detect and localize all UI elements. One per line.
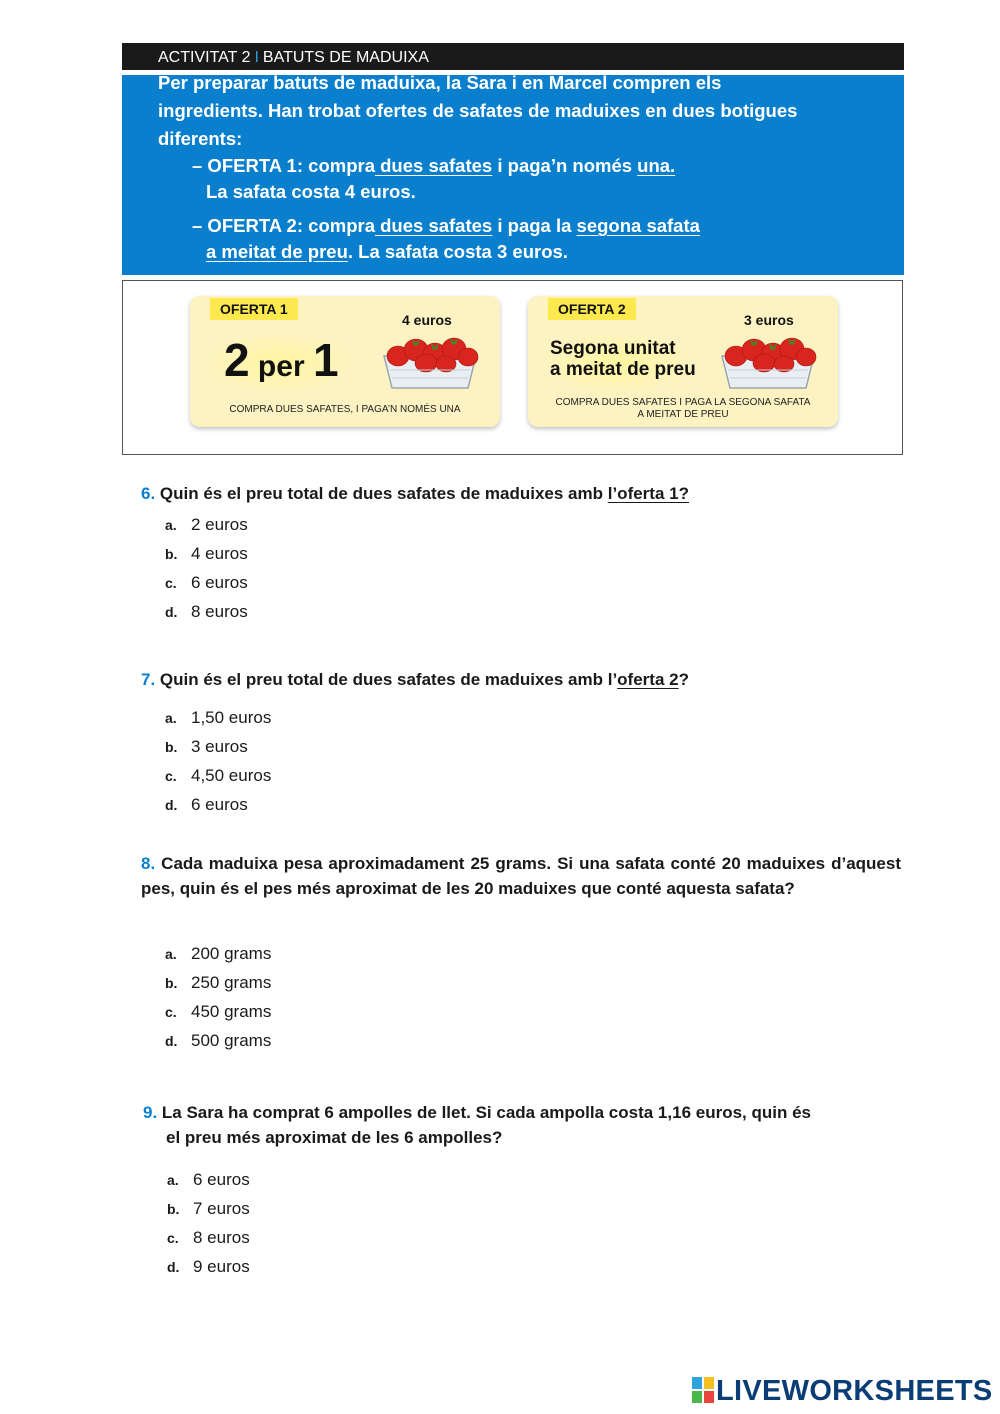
question-6-options <box>165 514 248 630</box>
option-9a[interactable] <box>167 1169 250 1198</box>
offer-1-underline-1: dues safates <box>374 155 493 176</box>
intro-line-3: diferents: <box>158 128 243 149</box>
intro-line-1: Per preparar batuts de maduixa, la Sara i en Marcel compren els <box>158 75 722 93</box>
offer-1-fine-print: COMPRA DUES SAFATES, I PAGA’N NOMÉS UNA <box>229 404 461 415</box>
option-text: 6 euros <box>191 795 248 814</box>
question-6-number: 6. <box>141 484 156 503</box>
option-6c[interactable] <box>165 572 248 601</box>
option-letter: c. <box>165 1004 177 1020</box>
offer-2-underline-3: a meitat de preu <box>206 241 348 262</box>
brand-wordmark: LIVEWORKSHEETS <box>716 1375 993 1407</box>
option-letter: c. <box>167 1230 179 1246</box>
offer-2-mid: i paga la <box>492 215 577 236</box>
offer-2-headline-line-2: a meitat de preu <box>550 359 696 380</box>
header-separator: I <box>254 49 259 66</box>
offer-2-tag: OFERTA 2 <box>548 298 636 320</box>
offer-1-headline-num2: 1 <box>312 334 339 386</box>
offer-1-pre: – OFERTA 1: compra <box>192 155 375 176</box>
intro-line-2: ingredients. Han trobat ofertes de safates de maduixes en dues botigues <box>158 100 798 121</box>
question-9-text-line-1: La Sara ha comprat 6 ampolles de llet. Si cada ampolla costa 1,16 euros, quin és <box>157 1103 811 1122</box>
option-8d[interactable] <box>165 1030 271 1059</box>
question-6-underlined: l’oferta 1? <box>607 484 689 503</box>
question-7-text: Quin és el preu total de dues safates de maduixes amb l’ <box>155 670 618 689</box>
offer-2-pre: – OFERTA 2: compra <box>192 215 375 236</box>
option-letter: d. <box>165 1033 178 1049</box>
liveworksheets-logo-icon <box>692 1377 714 1403</box>
option-letter: a. <box>165 710 177 726</box>
option-letter: a. <box>165 946 177 962</box>
option-text: 8 euros <box>191 602 248 621</box>
offer-2-card <box>528 296 838 427</box>
option-text: 1,50 euros <box>191 708 272 727</box>
question-7-after: ? <box>678 670 689 689</box>
question-9-number: 9. <box>143 1103 158 1122</box>
offer-1-description <box>192 153 675 205</box>
option-letter: d. <box>167 1259 180 1275</box>
option-letter: a. <box>167 1172 179 1188</box>
offer-1-card <box>190 296 500 427</box>
activity-number: ACTIVITAT 2 <box>158 49 251 66</box>
option-text: 200 grams <box>191 944 272 963</box>
option-letter: b. <box>165 546 178 562</box>
option-text: 6 euros <box>193 1170 250 1189</box>
intro-text <box>158 75 878 153</box>
option-letter: b. <box>165 739 178 755</box>
question-8-number: 8. <box>141 854 156 873</box>
option-text: 8 euros <box>193 1228 250 1247</box>
option-6a[interactable] <box>165 514 248 543</box>
question-7 <box>141 668 901 693</box>
option-letter: d. <box>165 797 178 813</box>
option-text: 450 grams <box>191 1002 272 1021</box>
offer-1-headline-word: per <box>249 350 313 383</box>
option-9c[interactable] <box>167 1227 250 1256</box>
offer-1-headline-num1: 2 <box>224 334 250 386</box>
option-letter: a. <box>165 517 177 533</box>
option-8a[interactable] <box>165 943 271 972</box>
offer-1-line-2: La safata costa 4 euros. <box>206 181 416 202</box>
question-9 <box>143 1101 903 1150</box>
option-9d[interactable] <box>167 1256 250 1285</box>
option-text: 3 euros <box>191 737 248 756</box>
offer-1-underline-2: una. <box>637 155 676 176</box>
strawberry-tray-icon <box>718 330 818 392</box>
question-6-text: Quin és el preu total de dues safates de maduixes amb <box>155 484 608 503</box>
offer-2-price: 3 euros <box>744 312 794 328</box>
question-7-underlined: oferta 2 <box>617 670 679 689</box>
option-text: 500 grams <box>191 1031 272 1050</box>
option-text: 7 euros <box>193 1199 250 1218</box>
offer-2-fine-print <box>528 397 838 421</box>
option-7c[interactable] <box>165 765 271 794</box>
option-text: 2 euros <box>191 515 248 534</box>
option-7d[interactable] <box>165 794 271 823</box>
offer-1-price: 4 euros <box>402 312 452 328</box>
offer-1-mid: i paga’n només <box>492 155 638 176</box>
option-6d[interactable] <box>165 601 248 630</box>
offer-2-end: . La safata costa 3 euros. <box>347 241 568 262</box>
option-letter: c. <box>165 768 177 784</box>
offer-2-underline-1: dues safates <box>374 215 493 236</box>
offer-2-fine-print-line-1: COMPRA DUES SAFATES I PAGA LA SEGONA SAFATA <box>555 397 811 408</box>
activity-title: BATUTS DE MADUIXA <box>262 49 429 66</box>
option-text: 250 grams <box>191 973 272 992</box>
offer-1-tag: OFERTA 1 <box>210 298 298 320</box>
question-9-text-line-2: el preu més aproximat de les 6 ampolles? <box>166 1127 503 1147</box>
option-letter: c. <box>165 575 177 591</box>
option-letter: b. <box>165 975 178 991</box>
option-text: 4 euros <box>191 544 248 563</box>
option-text: 4,50 euros <box>191 766 272 785</box>
option-letter: d. <box>165 604 178 620</box>
option-8c[interactable] <box>165 1001 271 1030</box>
question-6 <box>141 482 901 507</box>
offer-2-description <box>192 213 700 265</box>
offer-2-fine-print-line-2: A MEITAT DE PREU <box>637 409 729 420</box>
option-7b[interactable] <box>165 736 271 765</box>
option-6b[interactable] <box>165 543 248 572</box>
option-text: 6 euros <box>191 573 248 592</box>
activity-header <box>122 43 904 70</box>
offer-2-underline-2: segona safata <box>576 215 700 236</box>
strawberry-tray-icon <box>380 330 480 392</box>
question-8-options <box>165 943 271 1059</box>
offers-illustration <box>122 280 903 455</box>
question-9-options <box>167 1169 250 1285</box>
offer-1-headline <box>224 332 339 395</box>
question-8-text: Cada maduixa pesa aproximadament 25 grams. Si una safata conté 20 maduixes d’aquest pes, quin és el pes més aproximat de les 20 maduixes que conté aquesta safata? <box>141 854 901 898</box>
question-7-options <box>165 707 271 823</box>
option-text: 9 euros <box>193 1257 250 1276</box>
question-8 <box>141 852 901 901</box>
question-7-number: 7. <box>141 670 156 689</box>
option-9b[interactable] <box>167 1198 250 1227</box>
offer-2-headline-line-1: Segona unitat <box>550 338 676 359</box>
intro-panel <box>122 75 904 275</box>
option-7a[interactable] <box>165 707 271 736</box>
option-8b[interactable] <box>165 972 271 1001</box>
option-letter: b. <box>167 1201 180 1217</box>
offer-2-headline <box>550 338 696 380</box>
